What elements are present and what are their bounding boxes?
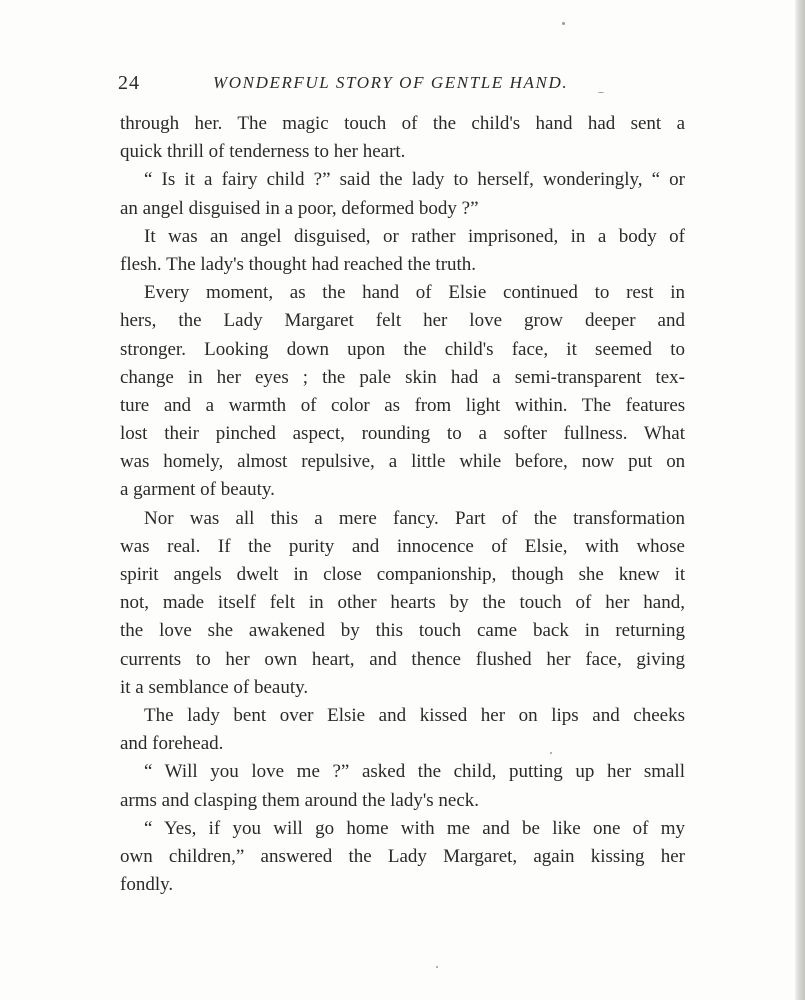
text-line: stronger. Looking down upon the child's face, it seemed to xyxy=(120,338,685,360)
text-line: spirit angels dwelt in close companionship, though she knew it xyxy=(120,564,685,585)
text-line: was real. If the purity and innocence of Elsie, with whose xyxy=(120,535,685,557)
scan-speck xyxy=(550,752,552,754)
text-line: was homely, almost repulsive, a little while before, now put on xyxy=(120,451,685,473)
text-line: Nor was all this a mere fancy. Part of the transformation xyxy=(144,507,685,529)
text-line: change in her eyes ; the pale skin had a semi-transparent tex- xyxy=(120,366,685,388)
text-line: through her. The magic touch of the child's hand had sent a xyxy=(120,113,685,134)
text-line: It was an angel disguised, or rather imprisoned, in a body of xyxy=(144,225,685,247)
text-line: “ Will you love me ?” asked the child, putting up her small xyxy=(144,761,685,783)
running-title: WONDERFUL STORY OF GENTLE HAND. xyxy=(213,73,569,92)
text-line: a garment of beauty. xyxy=(120,479,275,501)
text-line: Every moment, as the hand of Elsie continued to rest in xyxy=(144,282,685,304)
text-line: “ Is it a fairy child ?” said the lady to herself, wonderingly, “ or xyxy=(144,169,685,191)
text-line: The lady bent over Elsie and kissed her on lips and cheeks xyxy=(144,704,685,726)
text-line: it a semblance of beauty. xyxy=(120,676,309,698)
text-line: flesh. The lady's thought had reached the truth. xyxy=(120,253,477,275)
text-line: fondly. xyxy=(120,874,174,896)
text-line: and forehead. xyxy=(120,733,224,755)
text-line: lost their pinched aspect, rounding to a softer fullness. What xyxy=(120,423,685,445)
body-text xyxy=(120,110,685,899)
page-number: 24 xyxy=(118,72,140,94)
text-line: quick thrill of tenderness to her heart. xyxy=(120,141,406,163)
text-line: ture and a warmth of color as from light within. The features xyxy=(120,394,685,416)
scan-speck xyxy=(598,92,604,93)
text-line: not, made itself felt in other hearts by the touch of her hand, xyxy=(120,592,685,614)
text-line: own children,” answered the Lady Margaret, again kissing her xyxy=(120,845,685,867)
page-header xyxy=(118,70,678,96)
page-binding-edge xyxy=(795,0,805,1000)
text-line: an angel disguised in a poor, deformed body ?” xyxy=(120,197,479,219)
text-line: hers, the Lady Margaret felt her love grow deeper and xyxy=(120,310,685,332)
text-line: the love she awakened by this touch came back in returning xyxy=(120,620,685,642)
text-line: “ Yes, if you will go home with me and be like one of my xyxy=(144,817,685,839)
text-line: arms and clasping them around the lady's neck. xyxy=(120,789,480,811)
text-line: currents to her own heart, and thence flushed her face, giving xyxy=(120,648,685,670)
scan-speck xyxy=(562,22,565,25)
scan-speck xyxy=(436,966,438,968)
